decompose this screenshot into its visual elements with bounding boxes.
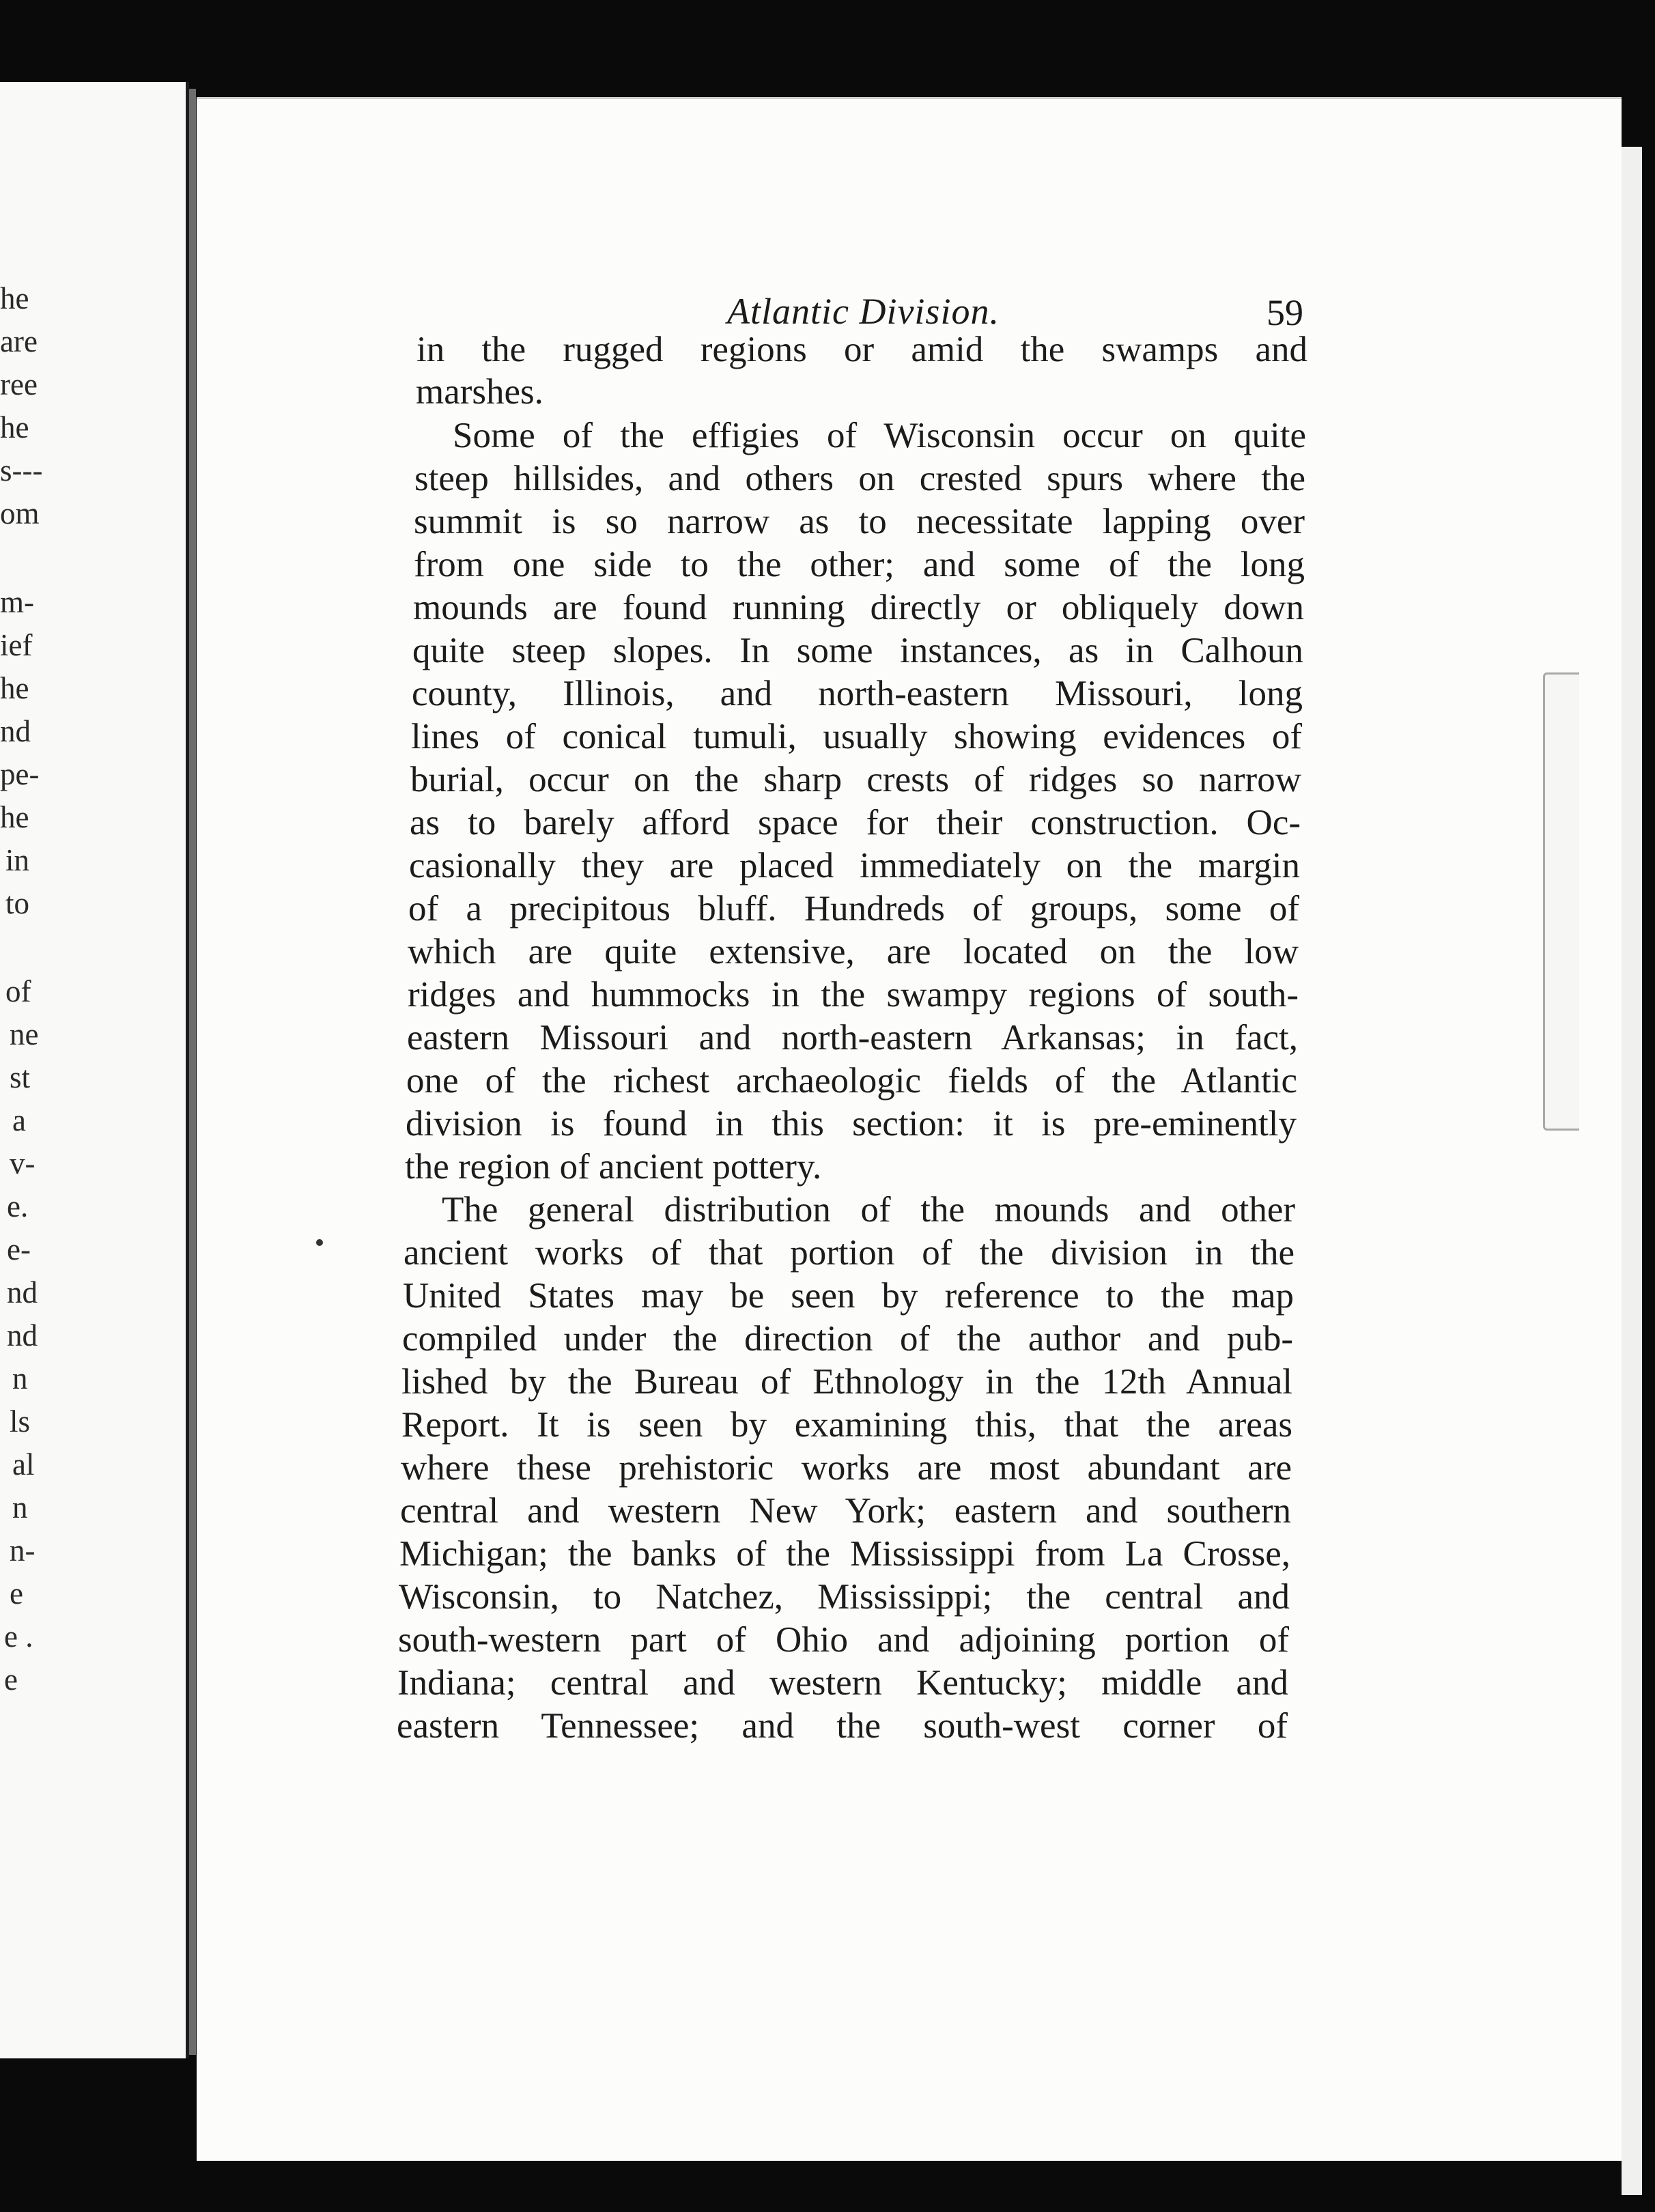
facing-page-fragment: he: [0, 800, 29, 834]
text-line: the region of ancient pottery.: [405, 1147, 822, 1187]
text-line: eastern Missouri and north-eastern Arkansas; in fact,: [407, 1018, 1298, 1058]
facing-page-fragment: to: [5, 886, 30, 920]
text-line: Wisconsin, to Natchez, Mississippi; the central and: [399, 1577, 1290, 1617]
text-line: division is found in this section: it is pre-eminently: [406, 1104, 1297, 1144]
text-line: The general distribution of the mounds and other: [442, 1190, 1295, 1230]
text-line: Michigan; the banks of the Mississippi from La Crosse,: [399, 1534, 1290, 1574]
facing-page-fragment: nd: [0, 714, 31, 748]
page-number: 59: [1267, 292, 1303, 333]
text-line: one of the richest archaeologic fields of the Atlantic: [406, 1061, 1297, 1101]
facing-page-fragment: s---: [0, 453, 43, 487]
page-tab-marker: [1543, 672, 1579, 1131]
facing-page-fragment: n-: [10, 1533, 36, 1568]
facing-page-fragment: are: [0, 324, 38, 358]
text-line: mounds are found running directly or obliquely down: [413, 588, 1304, 627]
text-line: quite steep slopes. In some instances, as in Calhoun: [412, 631, 1303, 670]
text-line: lished by the Bureau of Ethnology in the 12th Annual: [401, 1362, 1292, 1402]
text-line: from one side to the other; and some of the long: [414, 545, 1305, 584]
facing-page-fragment: ief: [0, 628, 33, 662]
text-line: south-western part of Ohio and adjoining portion of: [398, 1620, 1289, 1660]
facing-page-fragment: m-: [0, 585, 34, 619]
facing-page-fragment: n: [12, 1490, 28, 1525]
facing-page-fragment: he: [0, 410, 29, 444]
text-line: lines of conical tumuli, usually showing evidences of: [411, 717, 1302, 756]
text-line: compiled under the direction of the author and pub-: [402, 1319, 1293, 1359]
facing-page-fragment: nd: [7, 1318, 38, 1352]
text-line: burial, occur on the sharp crests of ridges so narrow: [410, 760, 1301, 799]
facing-page-fragment: e.: [7, 1189, 29, 1223]
text-line: county, Illinois, and north-eastern Missouri, long: [412, 674, 1303, 713]
facing-page-fragment: e .: [4, 1619, 33, 1654]
facing-page-fragment: v-: [10, 1146, 36, 1180]
text-line: Report. It is seen by examining this, that the areas: [401, 1405, 1292, 1445]
text-line: marshes.: [416, 372, 543, 412]
text-line: casionally they are placed immediately on the margin: [409, 846, 1300, 885]
facing-page-fragment: n: [12, 1361, 28, 1395]
facing-page-fragment: a: [12, 1103, 26, 1137]
text-line: where these prehistoric works are most abundant are: [401, 1448, 1292, 1488]
facing-page-fragment: om: [0, 496, 40, 530]
facing-page-fragment: e: [4, 1662, 18, 1697]
text-line: Indiana; central and western Kentucky; middle and: [397, 1663, 1288, 1703]
facing-page-fragment: of: [5, 974, 31, 1008]
facing-page-fragment: st: [10, 1060, 31, 1094]
facing-page-fragment: ls: [10, 1404, 31, 1438]
facing-page-fragment: ree: [0, 367, 38, 401]
running-head: Atlantic Division.: [727, 291, 1000, 332]
text-line: which are quite extensive, are located on the low: [408, 932, 1299, 972]
text-line: as to barely afford space for their construction. Oc-: [410, 803, 1301, 842]
facing-page-fragment: he: [0, 281, 29, 315]
page-edge: [1622, 147, 1642, 2195]
text-line: in the rugged regions or amid the swamps and: [416, 330, 1307, 369]
facing-page-fragment: he: [0, 671, 29, 705]
facing-page-fragment: e: [10, 1576, 23, 1611]
text-line: ridges and hummocks in the swampy regions of south-: [408, 975, 1299, 1015]
facing-page-fragment: pe-: [0, 757, 40, 791]
text-line: central and western New York; eastern and southern: [400, 1491, 1291, 1531]
text-line: ancient works of that portion of the division in the: [404, 1233, 1295, 1273]
facing-page-fragment: al: [12, 1447, 35, 1481]
text-line: Some of the effigies of Wisconsin occur on quite: [453, 416, 1306, 455]
text-line: steep hillsides, and others on crested spurs where the: [414, 459, 1305, 498]
text-line: eastern Tennessee; and the south-west corner of: [397, 1706, 1288, 1746]
facing-page: [0, 82, 189, 2058]
facing-page-fragment: e-: [7, 1232, 31, 1266]
page-gutter: [189, 89, 196, 2055]
text-line: United States may be seen by reference to the map: [403, 1276, 1294, 1316]
text-line: of a precipitous bluff. Hundreds of groups, some of: [408, 889, 1299, 928]
ink-speck: [316, 1239, 323, 1246]
facing-page-fragment: nd: [7, 1275, 38, 1309]
facing-page-fragment: ne: [10, 1017, 39, 1051]
facing-page-fragment: in: [5, 843, 30, 877]
text-line: summit is so narrow as to necessitate lapping over: [414, 502, 1305, 541]
